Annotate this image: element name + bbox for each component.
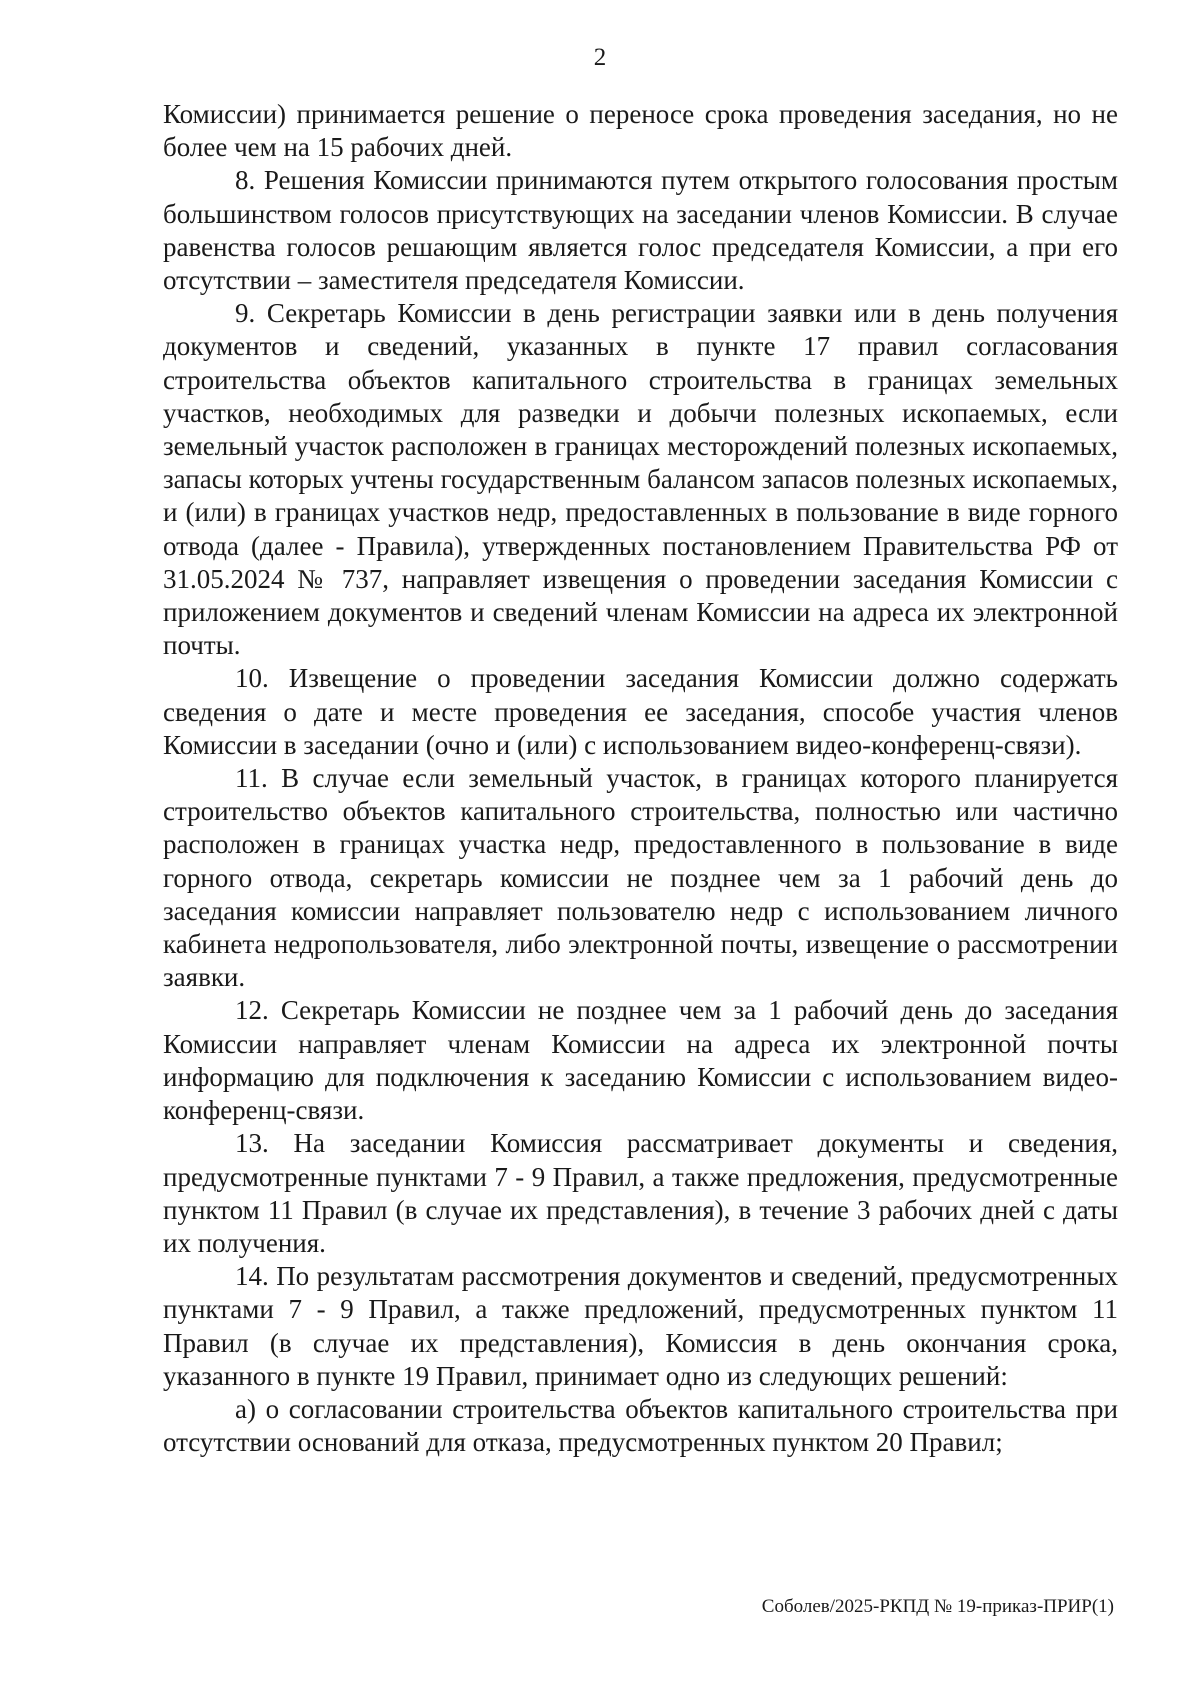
page-number: 2 xyxy=(593,44,607,71)
paragraph-item-13: 13. На заседании Комиссия рассматривает документы и сведения, предусмотренные пунктами 7 - 9 Правил, а также предложения, предусмотренные пунктом 11 Правил (в случае их представления), в течение 3 рабочих дней с даты их получения. xyxy=(163,1128,1118,1258)
paragraph-item-8: 8. Решения Комиссии принимаются путем открытого голосования простым большинством голосов присутствующих на заседании членов Комиссии. В случае равенства голосов решающим является голос председателя Комиссии, а при его отсутствии – заместителя председателя Комиссии. xyxy=(163,165,1118,296)
paragraph-item-11: 11. В случае если земельный участок, в границах которого планируется строительство объектов капитального строительства, полностью или частично расположен в границах участка недр, предоставленного в пользование в виде горного отвода, секретарь комиссии не позднее чем за 1 рабочий день до заседания комиссии направляет пользователю недр с использованием личного кабинета недропользователя, либо электронной почты, извещение о рассмотрении заявки. xyxy=(163,763,1118,993)
paragraph-item-12: 12. Секретарь Комиссии не позднее чем за 1 рабочий день до заседания Комиссии направляет членам Комиссии на адреса их электронной почты информацию для подключения к заседанию Комиссии с использованием видео-конференц-связи. xyxy=(163,995,1118,1126)
paragraph-continuation: Комиссии) принимается решение о переносе срока проведения заседания, но не более чем на 15 рабочих дней. xyxy=(163,99,1118,163)
paragraph-subitem-a: а) о согласовании строительства объектов капитального строительства при отсутствии оснований для отказа, предусмотренных пунктом 20 Правил; xyxy=(163,1393,1118,1458)
document-footer-code: Соболев/2025-РКПД № 19-приказ-ПРИР(1) xyxy=(761,1596,1114,1617)
paragraph-item-14: 14. По результатам рассмотрения документов и сведений, предусмотренных пунктами 7 - 9 Правил, а также предложений, предусмотренных пунктом 11 Правил (в случае их представления), Комиссия в день окончания срока, указанного в пункте 19 Правил, принимает одно из следующих решений: xyxy=(163,1261,1118,1391)
paragraph-item-10: 10. Извещение о проведении заседания Комиссии должно содержать сведения о дате и месте проведения ее заседания, способе участия членов Комиссии в заседании (очно и (или) с использованием видео-конференц-связи). xyxy=(163,663,1118,760)
document-body xyxy=(163,98,1118,1459)
paragraph-item-9: 9. Секретарь Комиссии в день регистрации заявки или в день получения документов и сведений, указанных в пункте 17 правил согласования строительства объектов капитального строительства в границах земельных участков, необходимых для разведки и добычи полезных ископаемых, если земельный участок расположен в границах месторождений полезных ископаемых, запасы которых учтены государственным балансом запасов полезных ископаемых, и (или) в границах участков недр, предоставленных в пользование в виде горного отвода (далее - Правила), утвержденных постановлением Правительства РФ от 31.05.2024 № 737, направляет извещения о проведении заседания Комиссии с приложением документов и сведений членам Комиссии на адреса их электронной почты. xyxy=(163,298,1118,661)
